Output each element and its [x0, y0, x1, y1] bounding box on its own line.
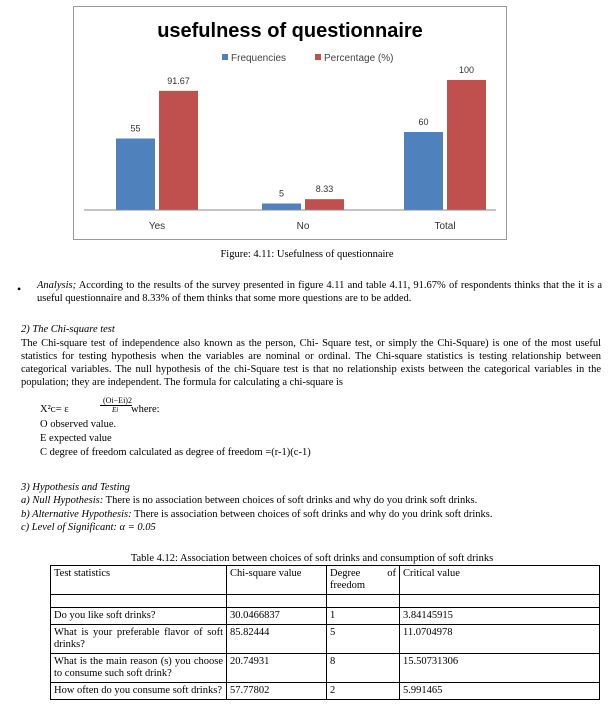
table-header-cell: Degree of freedom	[327, 566, 400, 595]
usefulness-chart	[73, 6, 507, 240]
table-cell: 11.0704978	[400, 625, 600, 654]
section2-heading: 2) The Chi-square test	[21, 324, 115, 335]
table-cell: 3.84145915	[400, 608, 600, 625]
table-cell: How often do you consume soft drinks?	[51, 683, 227, 700]
bar-frequencies-total	[404, 132, 443, 210]
table-cell: 15.50731306	[400, 654, 600, 683]
table-cell: 85.82444	[227, 625, 327, 654]
legend-swatch	[222, 54, 228, 60]
data-label: 5	[278, 188, 285, 199]
null-hypothesis-text: There is no association between choices of soft drinks and why do you drink soft drinks.	[103, 495, 478, 506]
bar-percentage-yes	[159, 91, 198, 210]
data-label: 60	[418, 117, 429, 127]
definition-e: E expected value	[40, 433, 112, 444]
alternative-hypothesis-label: b) Alternative Hypothesis:	[21, 509, 132, 520]
formula-lhs: X²ᴄ= ε	[40, 404, 69, 415]
table-caption: Table 4.12: Association between choices of soft drinks and consumption of soft drinks	[130, 553, 494, 564]
section2-body: The Chi-square test of independence also known as the person, Chi- Square test, or simply the Chi-Square) is one of the most useful statistics for testing hypothesis when the variables are nominal or ordinal. The Chi-square statistics is testing relationship between categorical variables. The null hypothesis of the chi-Square test is that no relationship exists between the categorical variables in the population; they are independent. The formula for calculating a chi-square is	[21, 338, 601, 388]
table-cell: What is your preferable flavor of soft drinks?	[51, 625, 227, 654]
chart-canvas	[74, 7, 506, 239]
chart-title: usefulness of questionnaire	[157, 20, 423, 42]
table-cell: Do you like soft drinks?	[51, 608, 227, 625]
formula-where: where:	[131, 404, 160, 415]
alternative-hypothesis	[21, 508, 492, 521]
bullet-icon: •	[17, 282, 22, 296]
table-cell: 1	[327, 608, 400, 625]
bar-frequencies-yes	[116, 139, 155, 211]
legend-swatch	[315, 54, 321, 60]
table-row	[51, 625, 600, 654]
table-cell: What is the main reason (s) you choose to consume such soft drink?	[51, 654, 227, 683]
table-cell: 2	[327, 683, 400, 700]
table-row	[51, 608, 600, 625]
table-cell: 30.0466837	[227, 608, 327, 625]
table-header-cell: Chi-square value	[227, 566, 327, 595]
alternative-hypothesis-text: There is association between choices of soft drinks and why do you drink soft drinks.	[131, 509, 493, 520]
bar-percentage-total	[447, 80, 486, 210]
legend-label: Percentage (%)	[324, 53, 394, 64]
category-label: No	[296, 221, 310, 232]
table-cell: 57.77802	[227, 683, 327, 700]
null-hypothesis-label: a) Null Hypothesis:	[21, 495, 104, 506]
chart-bars	[116, 65, 486, 232]
table-row	[51, 683, 600, 700]
category-label: Yes	[148, 221, 166, 232]
data-label: 8.33	[315, 184, 334, 195]
chi-square-table	[50, 565, 600, 700]
bar-percentage-no	[305, 199, 344, 210]
table-cell: 8	[327, 654, 400, 683]
chart-legend	[222, 53, 393, 64]
formula-denominator: Ei	[112, 406, 119, 414]
table-spacer-row	[51, 595, 600, 608]
table-cell: 5.991465	[400, 683, 600, 700]
table-header-cell: Test statistics	[51, 566, 227, 595]
definition-c: C degree of freedom calculated as degree of freedom =(r-1)(c-1)	[40, 447, 311, 458]
table-row	[51, 654, 600, 683]
analysis-text: According to the results of the survey presented in figure 4.11 and table 4.11, 91.67% of respondents thinks that the it is a useful questionnaire and 8.33% of them thinks that some more questions are to be added.	[37, 280, 602, 304]
significance-level: c) Level of Significant: α = 0.05	[21, 522, 156, 533]
bar-frequencies-no	[262, 204, 301, 211]
section3-heading: 3) Hypothesis and Testing	[21, 482, 130, 493]
definition-o: O observed value.	[40, 419, 117, 430]
data-label: 100	[458, 65, 475, 75]
table-header-cell: Critical value	[400, 566, 600, 595]
analysis-paragraph	[37, 279, 602, 305]
legend-label: Frequencies	[231, 53, 287, 64]
analysis-label: Analysis;	[37, 280, 77, 291]
data-label: 91.67	[167, 75, 190, 86]
figure-caption: Figure: 4.11: Usefulness of questionnaire	[220, 249, 394, 260]
data-label: 55	[130, 123, 141, 134]
table-header-row	[51, 566, 600, 595]
null-hypothesis	[21, 494, 477, 507]
table-cell: 20.74931	[227, 654, 327, 683]
formula-numerator: (Oi−Ei)2	[103, 396, 132, 405]
table-cell: 5	[327, 625, 400, 654]
category-label: Total	[434, 221, 456, 232]
